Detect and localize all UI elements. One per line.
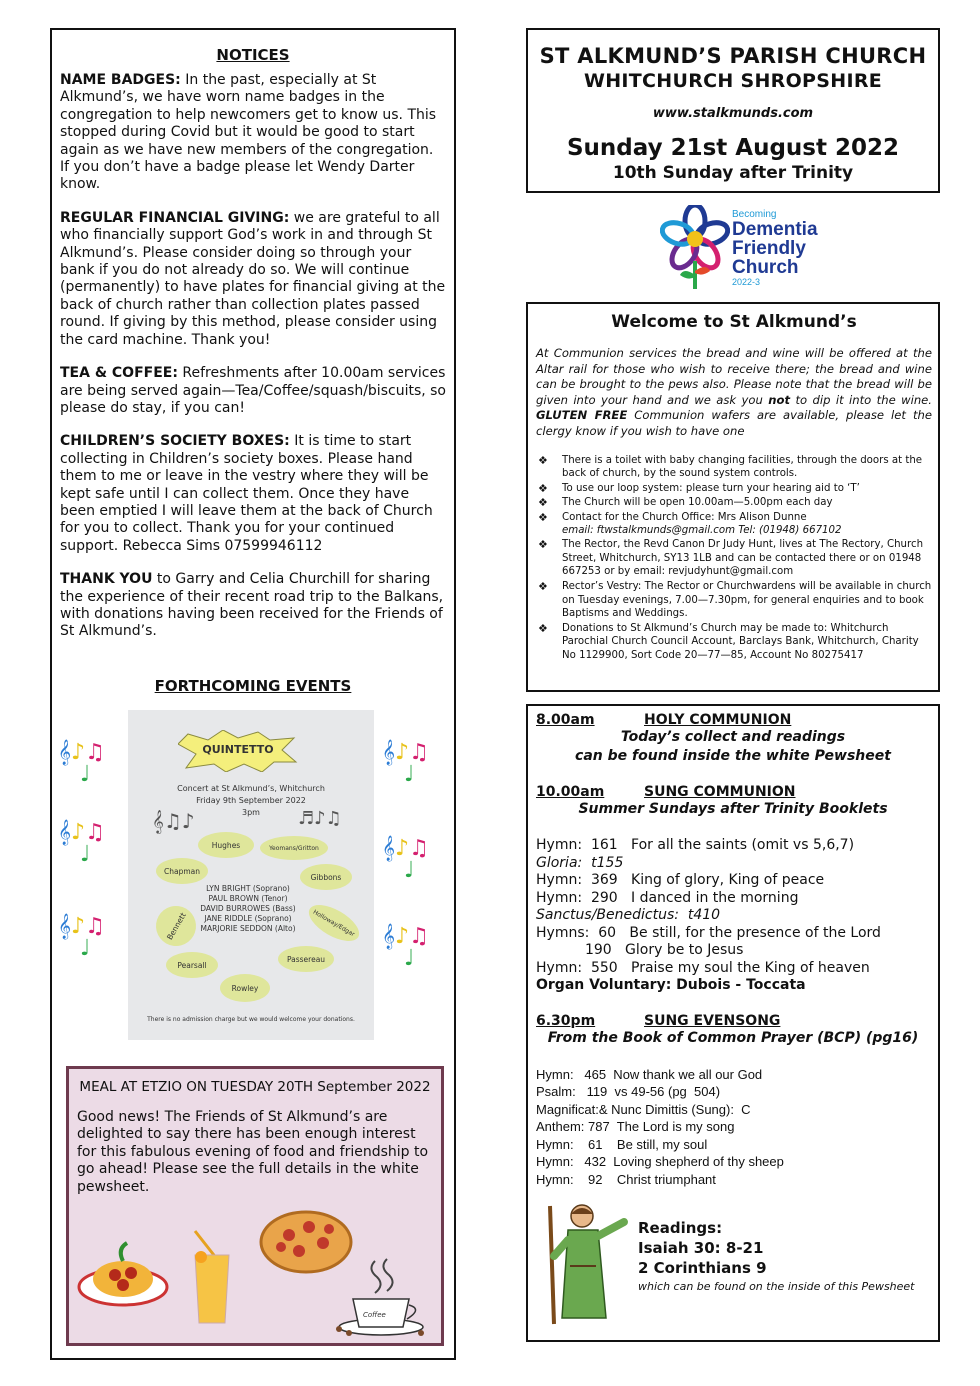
church-name: ST ALKMUND’S PARISH CHURCH: [539, 44, 927, 68]
welcome-intro: At Communion services the bread and wine will be offered at the Altar rail for those who wish to receive there; the bread and wine can be brought to the pews also. Please note that the bread will be given into your hand and we ask you not to dip it into the wine. GLUTEN FREE Communion wafers are available, please let the clergy know if you wish to have one: [536, 346, 932, 438]
music-notes-icon: 𝄞♪♫ ♩: [382, 836, 429, 883]
notice-tea-coffee: TEA & COFFEE: Refreshments after 10.00am services are being served again—Tea/Coffee/squash/biscuits, so please do stay, if you can!: [60, 365, 446, 416]
service-date: Sunday 21st August 2022: [566, 135, 899, 161]
readings-note: which can be found on the inside of this Pewsheet: [638, 1280, 915, 1293]
list-item: ❖ The Rector, the Revd Canon Dr Judy Hunt, lives at The Rectory, Church Street, Whitchurch, SY13 1LB and can be contacted there or on 01948 667253 or by email: revjudyhunt@gmail.com: [538, 538, 924, 578]
events-title: FORTHCOMING EVENTS: [154, 676, 352, 695]
music-notes-icon: 𝄞♪♫ ♩: [58, 740, 105, 787]
liturgical-day: 10th Sunday after Trinity: [612, 163, 854, 183]
service-holy-communion: 8.00am HOLY COMMUNION: [536, 712, 792, 728]
logo-line5: 2022-3: [732, 277, 761, 287]
diamond-bullet-icon: ❖: [538, 579, 548, 593]
coffee-cup-icon: [331, 1257, 429, 1337]
logo-line4: Church: [732, 257, 799, 278]
service-sung-evensong: 6.30pm SUNG EVENSONG: [536, 1012, 781, 1029]
hymn-line: Gloria: t155: [536, 854, 624, 871]
notices-title: NOTICES: [216, 46, 290, 64]
performer: LYN BRIGHT (Soprano): [206, 884, 290, 893]
music-notes-icon: 𝄞♪♫ ♩: [58, 820, 105, 867]
hymn-line: Organ Voluntary: Dubois - Toccata: [536, 977, 806, 993]
hymn-line: Hymn: 550 Praise my soul the King of heaven: [536, 959, 870, 976]
music-notes-icon: 𝄞♪♫ ♩: [58, 914, 105, 961]
notice-name-badges: NAME BADGES: In the past, especially at St Alkmund’s, we have worn name badges in the congregation to help newcomers get to know us. This stopped during Covid but it would be good to start again as we have new members of the congregation. If you don’t have a badge please let Wendy Darter know.: [60, 72, 437, 193]
service-note: Summer Sundays after Trinity Booklets: [578, 801, 888, 817]
notice-childrens-society: CHILDREN’S SOCIETY BOXES: It is time to start collecting in Children’s society boxes. Please hand them to me or leave in the vestry where they will be kept safe until I can collect them. Once they have been emptied I will leave them at the back of Church for you to collect. Thank you for your continued support. Rebecca Sims 07599946112: [60, 433, 433, 554]
composer-oval: Hughes: [198, 832, 254, 858]
composer-oval: Chapman: [156, 858, 208, 884]
music-notes-icon: 𝄞♪♫ ♩: [382, 740, 429, 787]
list-item: ❖ Rector’s Vestry: The Rector or Churchwardens will be available in church on Tuesday evenings, 7.00—7.30pm, for general enquiries and to book Baptisms and Weddings.: [538, 579, 932, 620]
coffee-cup-label: Coffee: [363, 1311, 386, 1319]
hymn-line: Hymn: 432 Loving shepherd of thy sheep: [536, 1154, 784, 1169]
readings: [638, 1218, 915, 1293]
service-note: can be found inside the white Pewsheet: [575, 748, 891, 764]
hymn-line: Hymn: 369 King of glory, King of peace: [536, 872, 825, 888]
website-link[interactable]: www.stalkmunds.com: [652, 106, 814, 121]
performer: JANE RIDDLE (Soprano): [204, 914, 292, 923]
diamond-bullet-icon: ❖: [538, 538, 548, 552]
list-item: ❖ There is a toilet with baby changing facilities, through the doors at the back of church, by the sound system controls.: [538, 453, 923, 480]
performer: PAUL BROWN (Tenor): [208, 894, 288, 903]
dementia-friendly-logo: [660, 205, 830, 291]
notice-thank-you: THANK YOU to Garry and Celia Churchill for sharing the experience of their recent road trip to the Balkans, with donations having been received for the Friends of St Alkmund’s.: [60, 571, 444, 640]
composer-oval: Yeomans/Gritton: [260, 836, 328, 860]
welcome-box: [526, 302, 940, 692]
flower-icon: [660, 205, 730, 291]
poster-title: QUINTETTO: [202, 743, 274, 756]
composer-oval: Rowley: [220, 974, 270, 1002]
composer-oval: Holloway/Edgar: [303, 898, 364, 949]
readings-title: Readings:: [638, 1219, 723, 1237]
performer: MARJORIE SEDDON (Alto): [200, 924, 296, 933]
welcome-info-list: [536, 454, 932, 663]
diamond-bullet-icon: ❖: [538, 453, 548, 467]
composer-oval: Bennett: [149, 899, 204, 954]
reading: 2 Corinthians 9: [638, 1259, 767, 1277]
hymn-line: Hymn: 61 Be still, my soul: [536, 1136, 708, 1152]
reading: Isaiah 30: 8-21: [638, 1239, 764, 1257]
apostle-figure-icon: [540, 1196, 630, 1326]
diamond-bullet-icon: ❖: [538, 496, 548, 510]
poster-line2: Friday 9th September 2022: [196, 796, 306, 805]
hymn-line: Hymn: 92 Christ triumphant: [536, 1171, 716, 1187]
service-note: From the Book of Common Prayer (BCP) (pg16): [547, 1029, 919, 1046]
service-sung-communion: 10.00am SUNG COMMUNION: [536, 784, 796, 800]
staff-notes-icon: ♬♪♫: [298, 808, 342, 829]
welcome-title: Welcome to St Alkmund’s: [611, 312, 857, 332]
hymn-line: 190 Glory be to Jesus: [536, 942, 744, 958]
composer-oval: Gibbons: [300, 864, 352, 890]
hymn-line: Sanctus/Benedictus: t410: [536, 907, 721, 923]
header-box: [526, 28, 940, 193]
concert-poster: [128, 710, 374, 1040]
meal-title: MEAL AT ETZIO ON TUESDAY 20TH September 2022: [79, 1079, 431, 1095]
poster-line3: 3pm: [242, 808, 260, 817]
meal-body: Good news! The Friends of St Alkmund’s are delighted to say there has been enough interest for this fabulous evening of food and friendship to go ahead! Please see the full details in the white pewsheet.: [77, 1109, 429, 1195]
composer-oval: Passereau: [278, 946, 334, 972]
logo-line3: Friendly: [732, 238, 806, 259]
juice-glass-icon: [189, 1229, 235, 1325]
list-item: ❖ Donations to St Alkmund’s Church may be made to: Whitchurch Parochial Church Council Account, Barclays Bank, Whitchurch, Charity No 1129900, Sort Code 20—77—85, Account No 80275417: [538, 621, 919, 661]
service-note: Today’s collect and readings: [620, 729, 846, 745]
poster-footer: There is no admission charge but we would welcome your donations.: [147, 1016, 355, 1023]
hymn-line: Hymns: 60 Be still, for the presence of the Lord: [536, 924, 881, 941]
hymn-line: Hymn: 290 I danced in the morning: [536, 889, 799, 906]
spaghetti-icon: [77, 1239, 169, 1309]
music-notes-icon: 𝄞♪♫ ♩: [382, 924, 429, 971]
services-box: [526, 704, 940, 1342]
list-item[interactable]: email: ftwstalkmunds@gmail.com Tel: (01948) 667102: [562, 524, 842, 536]
diamond-bullet-icon: ❖: [538, 481, 548, 495]
church-location: WHITCHURCH SHROPSHIRE: [583, 70, 883, 92]
hymn-line: Magnificat:& Nunc Dimittis (Sung): C: [536, 1101, 751, 1117]
meal-box: [66, 1066, 444, 1346]
notices-panel: [50, 28, 456, 1360]
list-item: ❖ The Church will be open 10.00am—5.00pm each day: [538, 496, 833, 510]
logo-line2: Dementia: [732, 219, 818, 240]
composer-oval: Pearsall: [166, 952, 218, 978]
diamond-bullet-icon: ❖: [538, 510, 548, 524]
hymn-line: Anthem: 787 The Lord is my song: [536, 1119, 735, 1134]
notice-financial-giving: REGULAR FINANCIAL GIVING: we are grateful to all who financially support God’s work in and through St Alkmund’s. Please consider doing so through your bank if you do not already do so. We will continue (permanently) to have plates for financial giving at the back of church rather than collection plates passed round. If giving by this method, please consider using the card machine. Thank you!: [60, 209, 446, 348]
diamond-bullet-icon: ❖: [538, 621, 548, 635]
staff-notes-icon: 𝄞♫♪: [152, 809, 195, 833]
poster-line1: Concert at St Alkmund’s, Whitchurch: [177, 784, 325, 793]
list-item: ❖ To use our loop system: please turn your hearing aid to ‘T’: [538, 481, 860, 495]
hymn-line: Psalm: 119 vs 49-56 (pg 504): [536, 1084, 721, 1099]
logo-line1: Becoming: [732, 209, 777, 220]
hymn-line: Hymn: 161 For all the saints (omit vs 5,6,7): [536, 837, 855, 853]
list-item: ❖ Contact for the Church Office: Mrs Alison Dunne: [538, 510, 807, 524]
performer: DAVID BURROWES (Bass): [200, 904, 296, 913]
hymn-line: Hymn: 465 Now thank we all our God: [536, 1066, 763, 1082]
